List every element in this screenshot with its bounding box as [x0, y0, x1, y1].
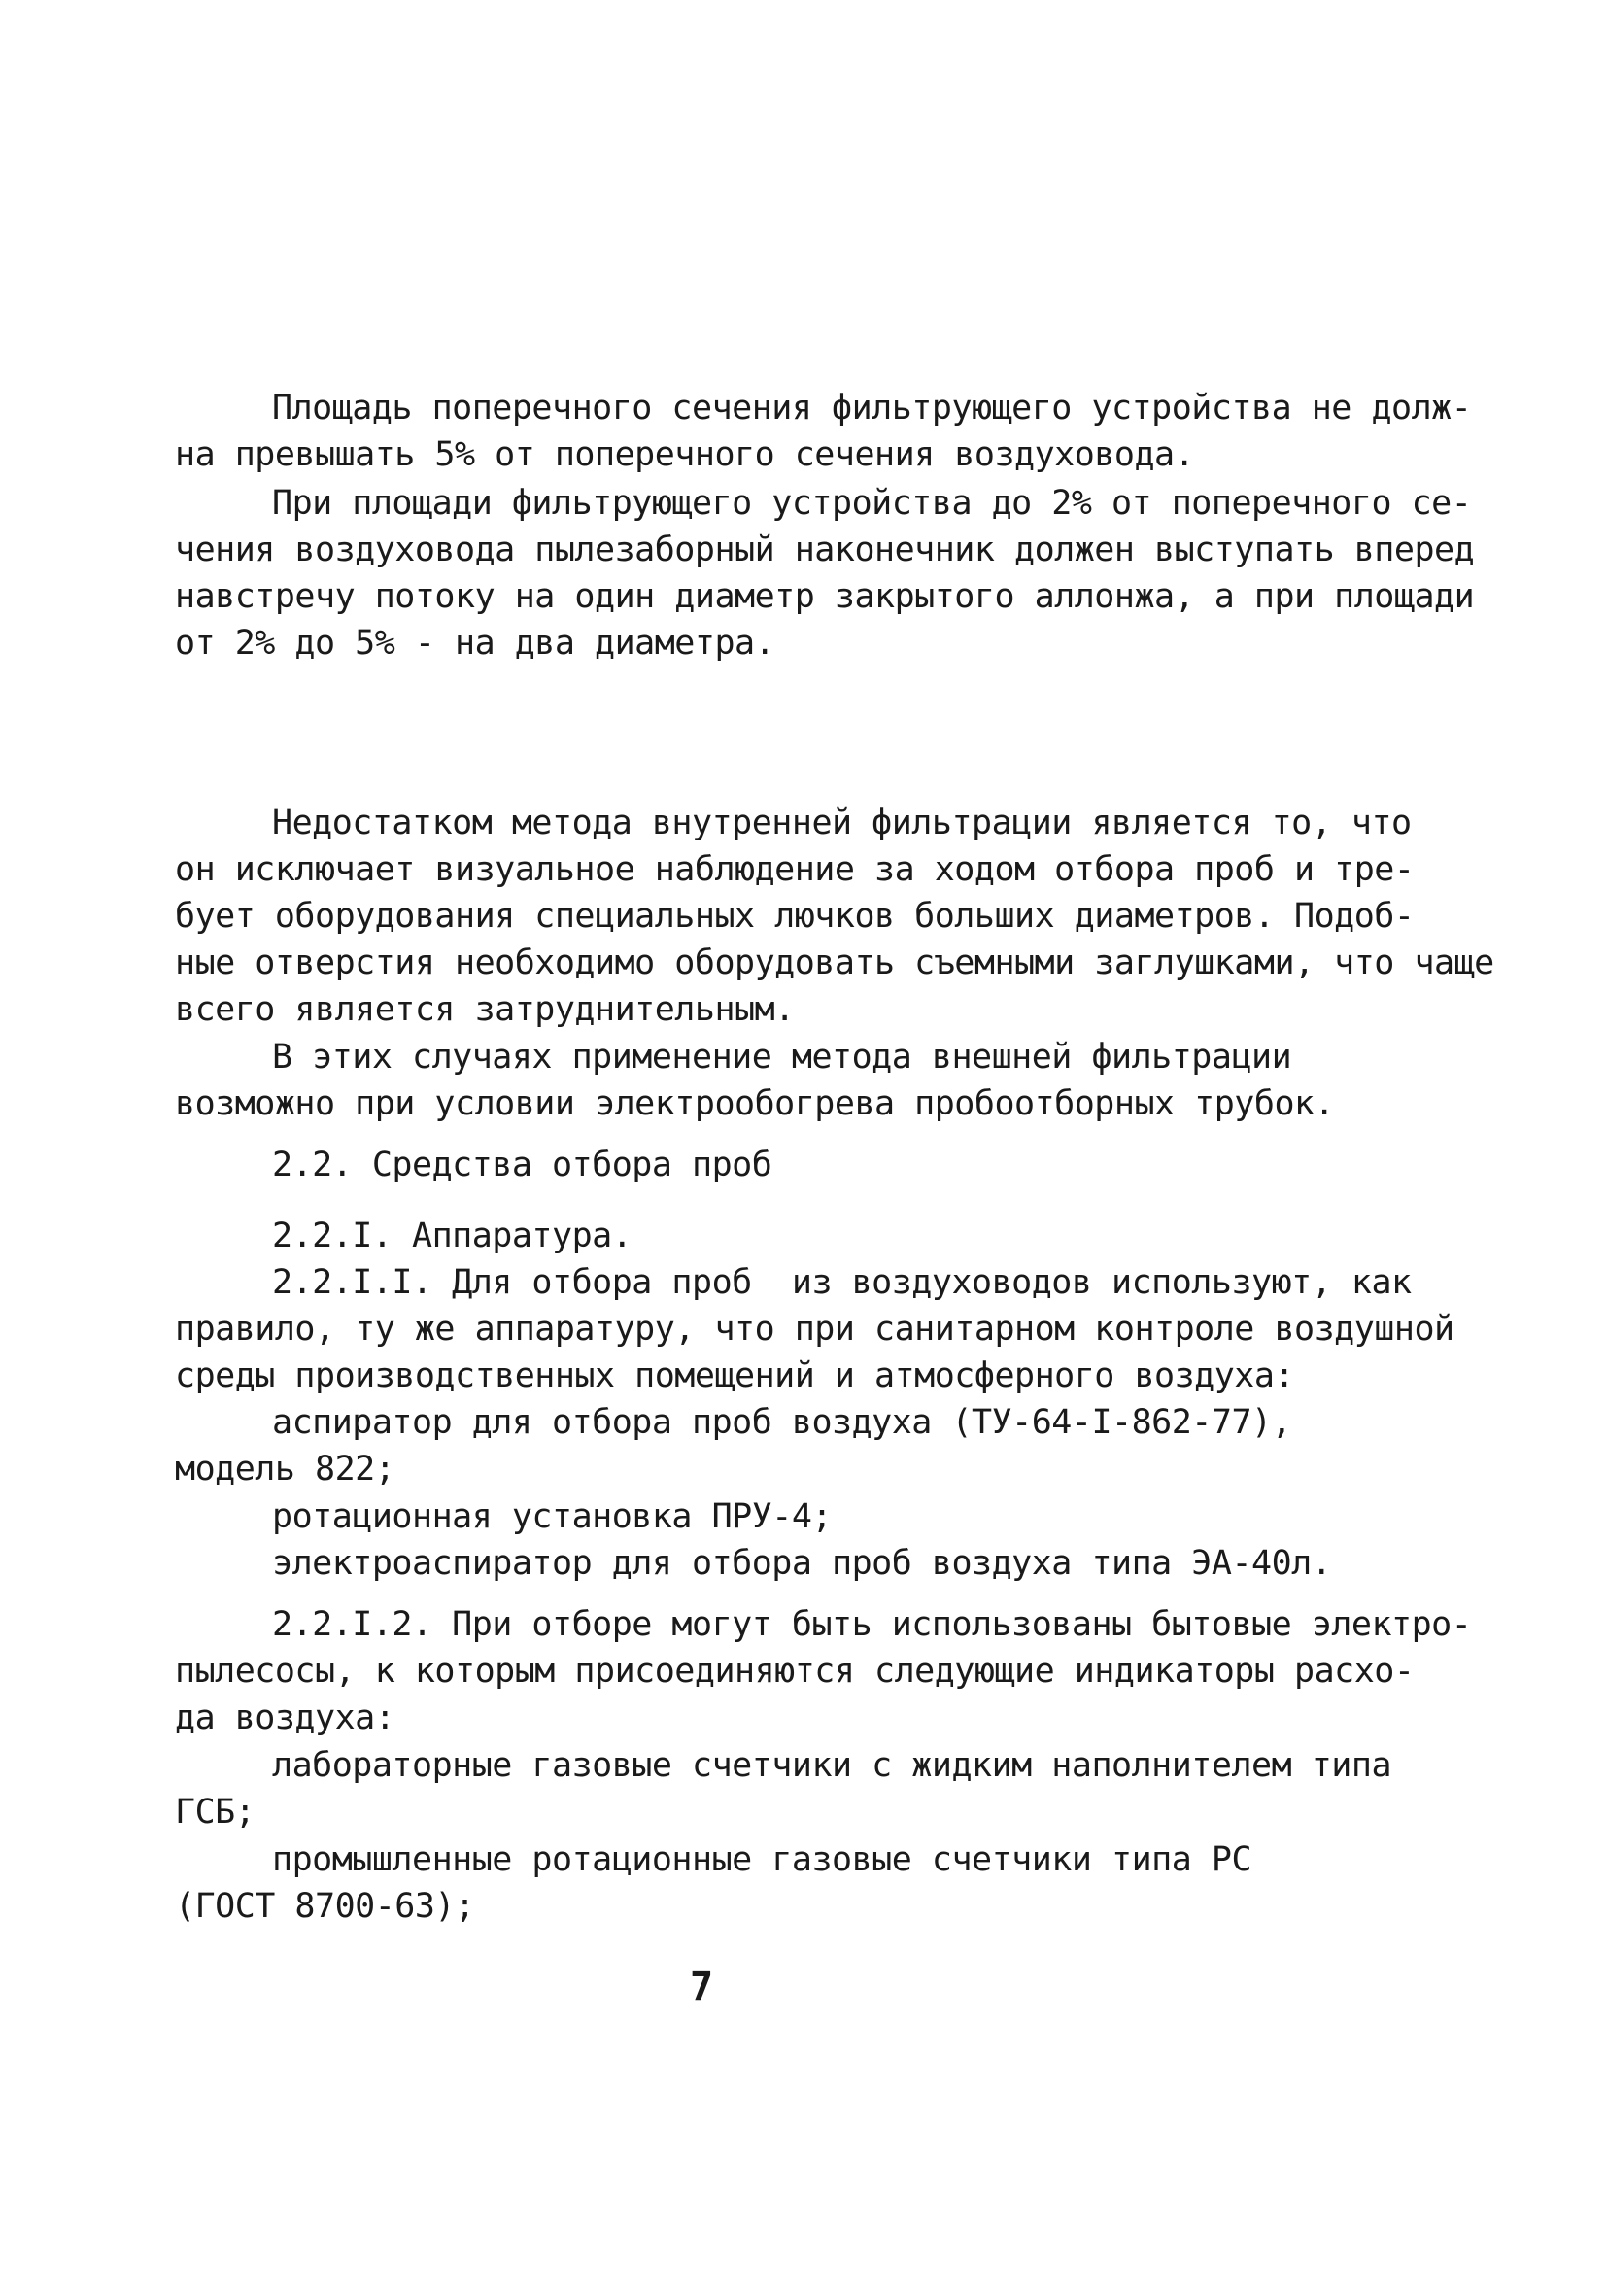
text-line: чения воздуховода пылезаборный наконечник должен выступать вперед — [175, 531, 1475, 569]
text-line: ГСБ; — [175, 1793, 256, 1832]
text-line: от 2% до 5% - на два диаметра. — [175, 624, 775, 663]
list-item: аспиратор для отбора проб воздуха (ТУ-64-I-862-77), — [272, 1403, 1292, 1442]
text-line: правило, ту же аппаратуру, что при санитарном контроле воздушной — [175, 1310, 1454, 1349]
text-line: возможно при условии электрообогрева пробоотборных трубок. — [175, 1084, 1335, 1123]
text-line: (ГОСТ 8700-63); — [175, 1887, 475, 1926]
subsection-heading: 2.2.I. Аппаратура. — [272, 1217, 633, 1255]
text-line: При площади фильтрующего устройства до 2% от поперечного се- — [272, 484, 1472, 523]
text-line: пылесосы, к которым присоединяются следующие индикаторы расхо- — [175, 1652, 1415, 1691]
list-item: ротационная установка ПРУ-4; — [272, 1497, 833, 1536]
list-item: промышленные ротационные газовые счетчики типа РС — [272, 1840, 1252, 1879]
text-line: навстречу потоку на один диаметр закрытого аллонжа, а при площади — [175, 577, 1475, 616]
text-line: на превышать 5% от поперечного сечения воздуховода. — [175, 435, 1195, 474]
text-line: бует оборудования специальных лючков больших диаметров. Подоб- — [175, 897, 1415, 936]
text-line: он исключает визуальное наблюдение за ходом отбора проб и тре- — [175, 850, 1415, 889]
list-item: лабораторные газовые счетчики с жидким наполнителем типа — [272, 1746, 1392, 1785]
text-line: Площадь поперечного сечения фильтрующего устройства не долж- — [272, 389, 1472, 428]
text-line: ные отверстия необходимо оборудовать съемными заглушками, что чаще — [175, 943, 1494, 982]
page-number: 7 — [690, 1965, 714, 2009]
text-line: 2.2.I.2. При отборе могут быть использованы бытовые электро- — [272, 1605, 1472, 1644]
text-line: да воздуха: — [175, 1698, 395, 1737]
text-line: Недостатком метода внутренней фильтрации является то, что — [272, 804, 1412, 842]
text-line: модель 822; — [175, 1450, 395, 1489]
section-heading: 2.2. Средства отбора проб — [272, 1146, 772, 1184]
text-line: 2.2.I.I. Для отбора проб из воздуховодов используют, как — [272, 1263, 1412, 1302]
text-line: всего является затруднительным. — [175, 990, 795, 1029]
text-line: среды производственных помещений и атмосферного воздуха: — [175, 1356, 1295, 1395]
list-item: электроаспиратор для отбора проб воздуха типа ЭА-40л. — [272, 1544, 1332, 1583]
text-line: В этих случаях применение метода внешней фильтрации — [272, 1038, 1292, 1077]
